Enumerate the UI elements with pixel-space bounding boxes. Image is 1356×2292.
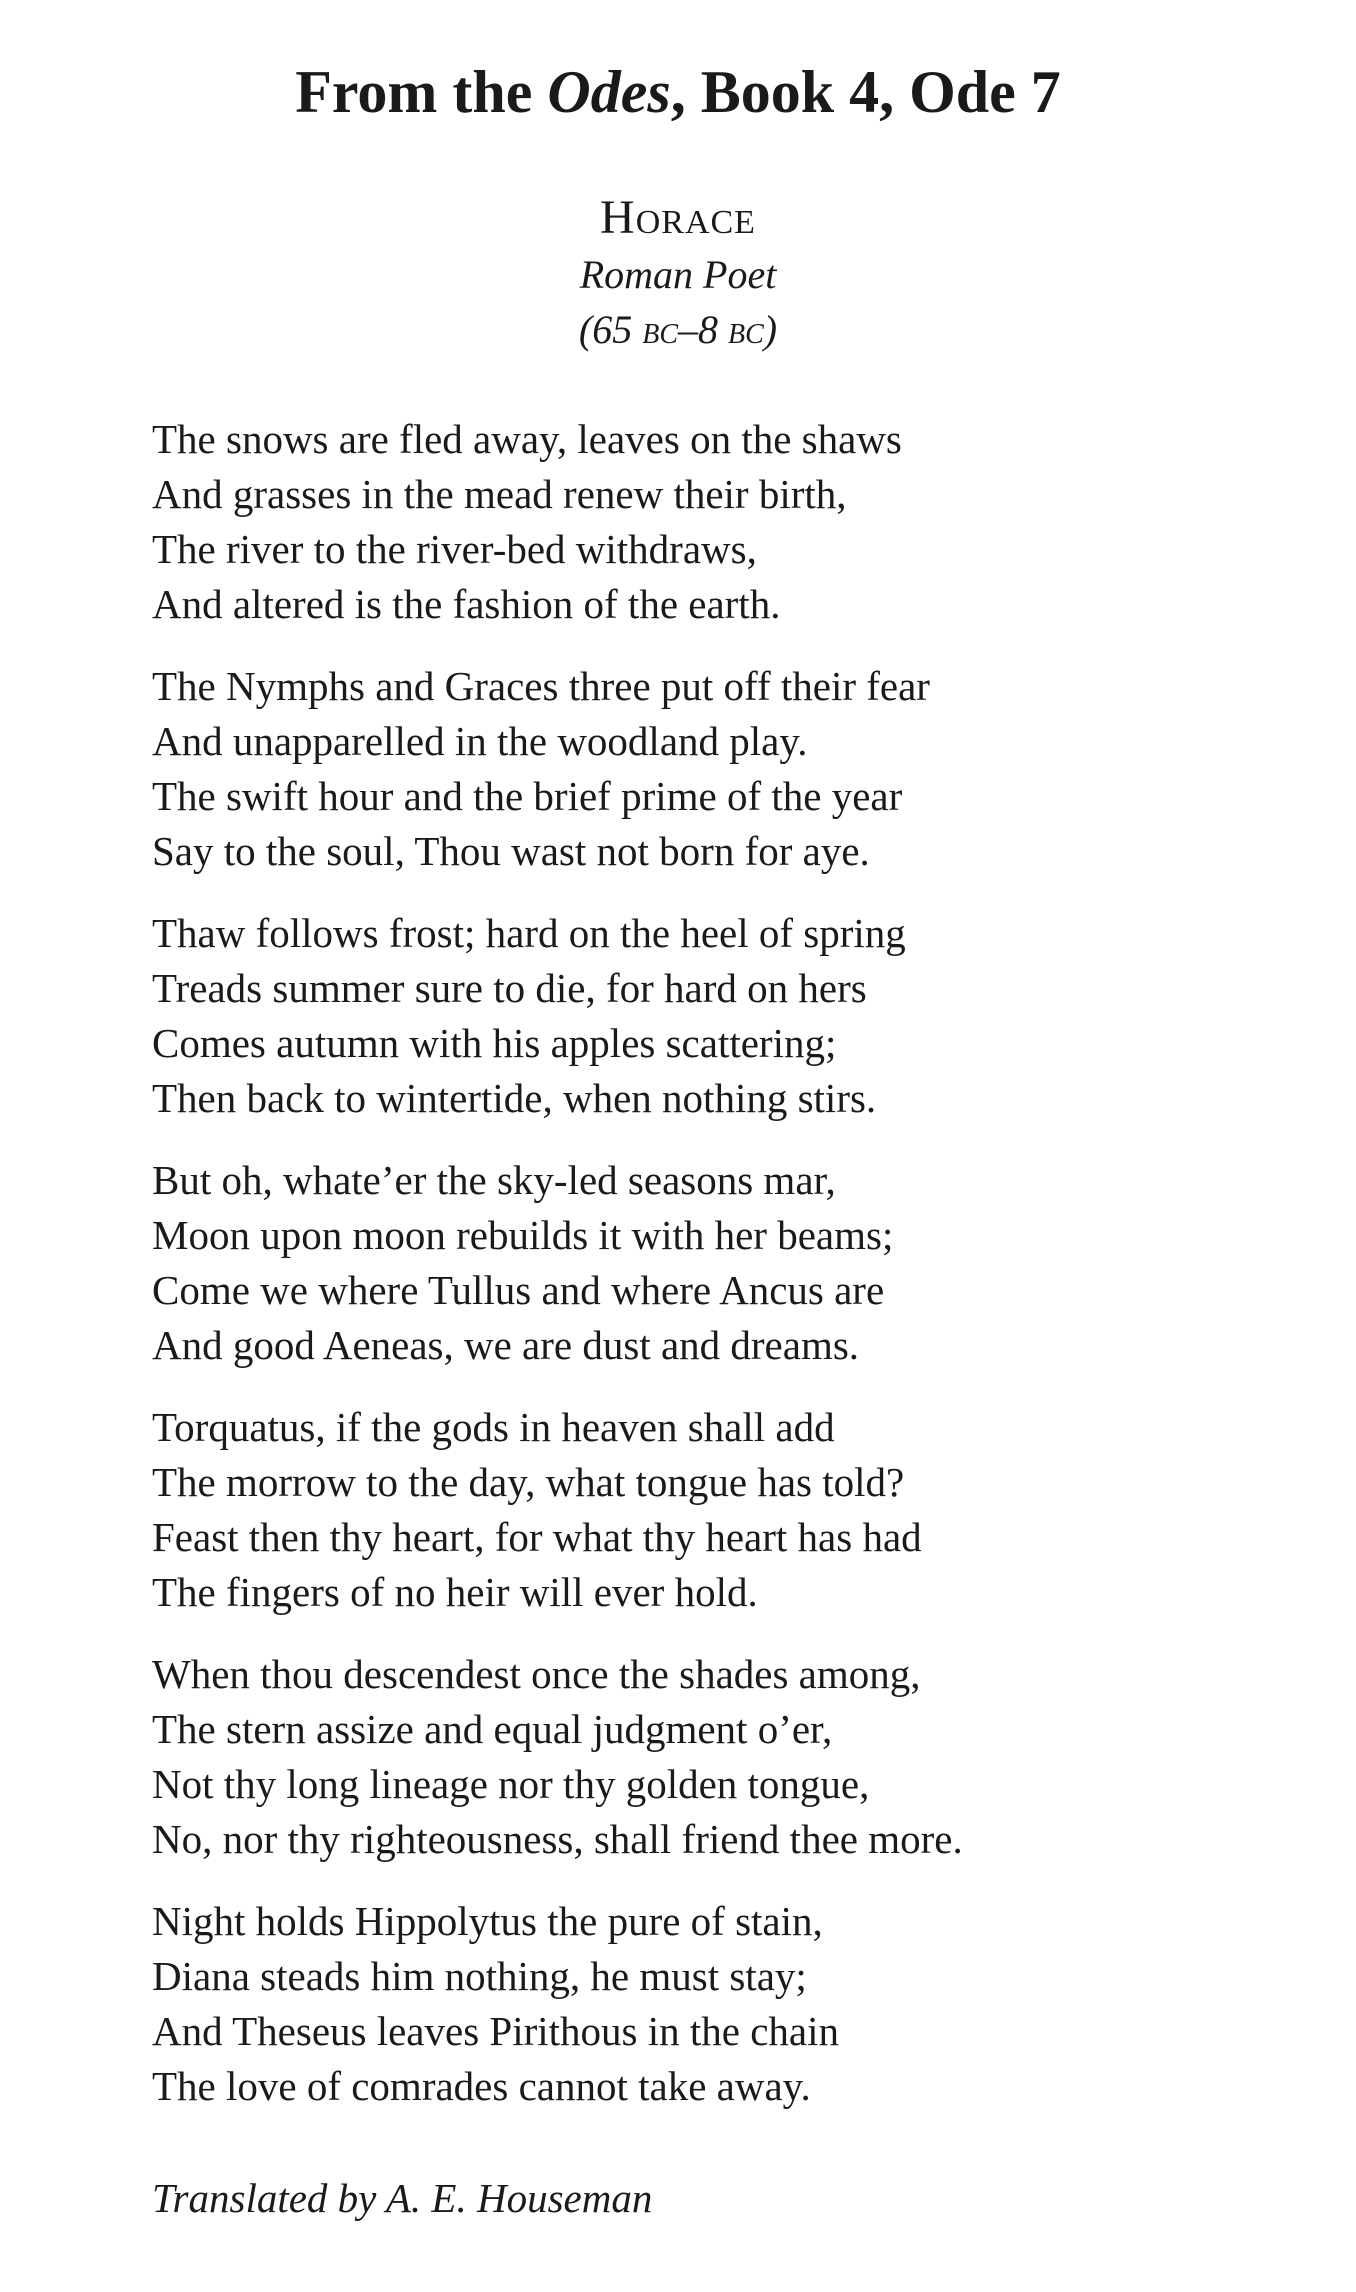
author-block	[0, 188, 1356, 358]
poem-line: Treads summer sure to die, for hard on hers	[152, 965, 867, 1011]
dates-open: (65	[578, 307, 643, 352]
stanza	[152, 659, 1302, 879]
poem-line: The snows are fled away, leaves on the shaws	[152, 416, 902, 462]
stanza	[152, 1400, 1302, 1620]
poem-line: Thaw follows frost; hard on the heel of spring	[152, 910, 906, 956]
poem-line: Night holds Hippolytus the pure of stain,	[152, 1898, 823, 1944]
poem-body	[152, 412, 1302, 2141]
author-dates	[0, 302, 1356, 358]
title-prefix: From the	[295, 59, 548, 125]
poem-line: Diana steads him nothing, he must stay;	[152, 1953, 807, 1999]
stanza	[152, 1894, 1302, 2114]
poem-line: Not thy long lineage nor thy golden tongue,	[152, 1761, 870, 1807]
poem-line: The love of comrades cannot take away.	[152, 2063, 811, 2109]
poem-line: The stern assize and equal judgment o’er,	[152, 1706, 833, 1752]
title-suffix: , Book 4, Ode 7	[670, 59, 1061, 125]
poem-line: The river to the river-bed withdraws,	[152, 526, 757, 572]
dates-mid: –8	[678, 307, 728, 352]
dates-era-end: bc	[728, 307, 764, 352]
stanza	[152, 1153, 1302, 1373]
poem-line: Torquatus, if the gods in heaven shall add	[152, 1404, 835, 1450]
poem-line: And unapparelled in the woodland play.	[152, 718, 808, 764]
stanza	[152, 412, 1302, 632]
poem-line: No, nor thy righteousness, shall friend thee more.	[152, 1816, 963, 1862]
poem-line: The swift hour and the brief prime of the year	[152, 773, 903, 819]
poem-line: When thou descendest once the shades among,	[152, 1651, 921, 1697]
poem-line: And grasses in the mead renew their birth,	[152, 471, 847, 517]
stanza	[152, 906, 1302, 1126]
poem-line: And good Aeneas, we are dust and dreams.	[152, 1322, 860, 1368]
poem-line: The morrow to the day, what tongue has told?	[152, 1459, 905, 1505]
dates-close: )	[763, 307, 778, 352]
poem-line: And Theseus leaves Pirithous in the chain	[152, 2008, 840, 2054]
poem-line: Come we where Tullus and where Ancus are	[152, 1267, 885, 1313]
poem-title	[0, 52, 1356, 132]
poem-line: Say to the soul, Thou wast not born for aye.	[152, 828, 870, 874]
stanza	[152, 1647, 1302, 1867]
poem-line: Moon upon moon rebuilds it with her beams;	[152, 1212, 894, 1258]
author-name: Horace	[600, 191, 756, 244]
title-italic-work: Odes	[547, 59, 671, 125]
poem-line: The Nymphs and Graces three put off their fear	[152, 663, 930, 709]
poem-line: And altered is the fashion of the earth.	[152, 581, 781, 627]
poem-line: Then back to wintertide, when nothing stirs.	[152, 1075, 877, 1121]
dates-era-start: bc	[642, 307, 678, 352]
poem-line: Comes autumn with his apples scattering;	[152, 1020, 837, 1066]
author-role: Roman Poet	[579, 252, 777, 297]
poem-line: The fingers of no heir will ever hold.	[152, 1569, 758, 1615]
translator-credit: Translated by A. E. Houseman	[152, 2175, 653, 2221]
poem-line: But oh, whate’er the sky-led seasons mar,	[152, 1157, 836, 1203]
poem-line: Feast then thy heart, for what thy heart has had	[152, 1514, 922, 1560]
